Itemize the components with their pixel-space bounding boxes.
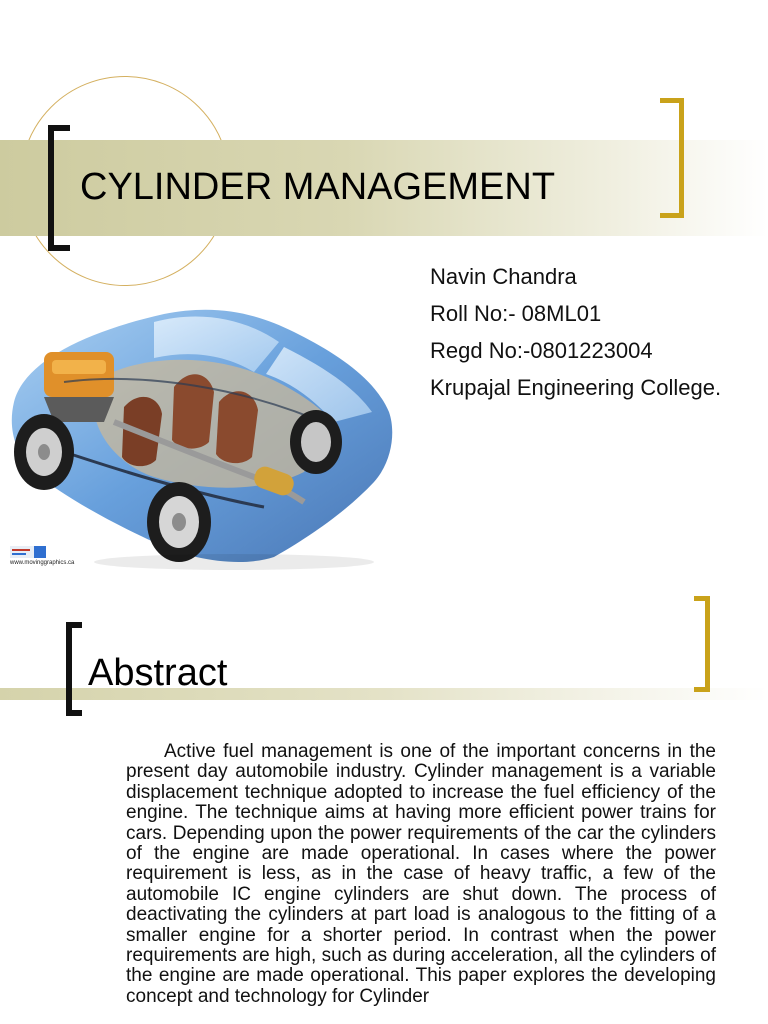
- credit-logo-icon: [10, 546, 46, 558]
- abstract-body: Active fuel management is one of the important concerns in the present day automobile industry. Cylinder management is a variable displacement technique adopted to increase the fuel efficiency of the engine. The technique aims at having more efficient power trains for cars. Depending upon the power requirements of the car the cylinders of the engine are made operational. In cases where the power requirement is less, as in the case of heavy traffic, a few of the automobile IC engine cylinders are shut down. The process of deactivating the cylinders at part load is analogous to the fitting of a smaller engine for a shorter period. In contrast when the power requirements are high, such as during acceleration, all the cylinders of the engine are made operational. This paper explores the developing concept and technology for Cylinder: [126, 741, 716, 1007]
- left-bracket: [48, 125, 70, 251]
- author-name: Navin Chandra: [430, 264, 577, 289]
- car-cutaway-illustration: [4, 292, 399, 572]
- author-college: Krupajal Engineering College.: [430, 375, 722, 400]
- author-roll: Roll No:- 08ML01: [430, 301, 602, 326]
- right-bracket: [694, 596, 710, 692]
- right-bracket: [660, 98, 684, 218]
- title-slide: [0, 60, 768, 590]
- left-bracket: [66, 622, 82, 716]
- author-regd: Regd No:-0801223004: [430, 338, 653, 363]
- section-title: Abstract: [88, 652, 228, 694]
- image-credit: www.movinggraphics.ca: [10, 560, 75, 566]
- author-block: [430, 258, 750, 402]
- abstract-slide: [0, 592, 768, 1024]
- slide-title: CYLINDER MANAGEMENT: [80, 166, 556, 208]
